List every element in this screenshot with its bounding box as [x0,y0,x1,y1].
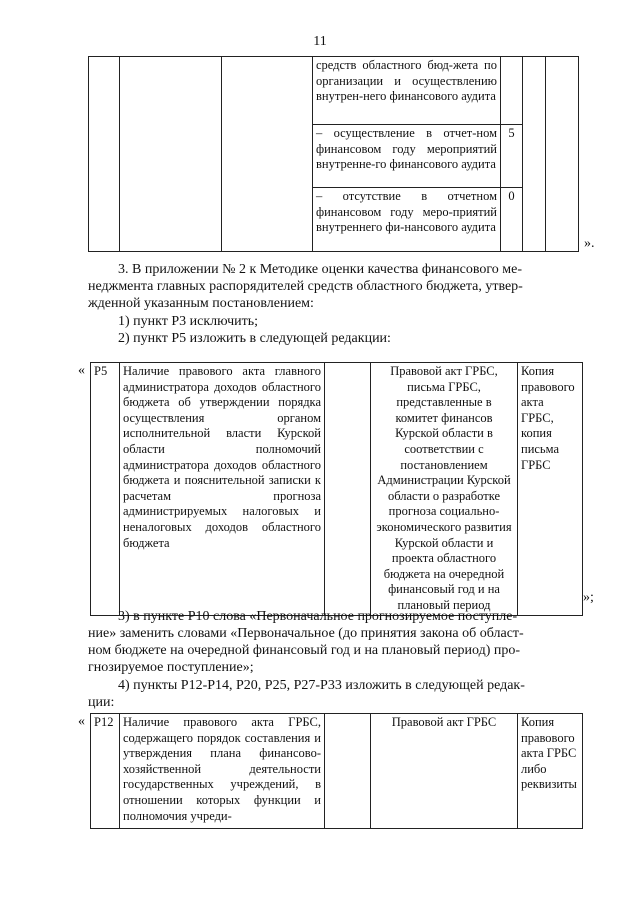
criteria-table-p5 [90,362,583,616]
paragraph-line: неджмента главных распорядителей средств областного бюджета, утвер- [88,279,523,294]
score-cell [501,57,523,125]
col-code-cell [89,57,120,252]
paragraph-line: ном бюджете на очередной финансовый год и на плановый период) про- [88,643,521,658]
paragraph-line: жденной указанным постановлением: [88,296,314,311]
item-description: Наличие правового акта ГРБС, содержащего порядок составления и утверждения плана финансово-хозяйственной деятельности государственных учреждений, в отношении которых функции и полномочия учреди- [120,714,325,829]
paragraph-line: гнозируемое поступление»; [88,660,254,675]
paragraph-line: 2) пункт Р5 изложить в следующей редакции: [118,331,391,346]
paragraph-line: 3) в пункте Р10 слова «Первоначальное прогнозируемое поступле- [118,609,518,624]
item-source: Правовой акт ГРБС [371,714,518,829]
item-source: Правовой акт ГРБС, письма ГРБС, представленные в комитет финансов Курской области в соответствии с постановлением Администрации Курской области о разработке прогноза социально-экономического развития Курской области и проекта областного бюджета на очередной финансовый год и на плановый период [371,363,518,616]
criterion-text: средств областного бюд-жета по организации и осуществлению внутрен-него финансового аудита [313,57,501,125]
closing-quote: ». [584,236,595,251]
score-cell: 5 [501,125,523,188]
empty-cell [325,714,371,829]
item-description: Наличие правового акта главного администратора доходов областного бюджета об утверждении порядка осуществления органом исполнительной власти Курской области полномочий администратора доходов областного бюджета и пояснительной записки к расчетам прогноза администрируемых налоговых и неналоговых доходов областного бюджета [120,363,325,616]
col-note-cell [546,57,579,252]
paragraph-line: 4) пункты Р12-Р14, Р20, Р25, Р27-Р33 изложить в следующей редак- [118,678,525,693]
page-number: 11 [313,34,327,49]
col-weight-cell [523,57,546,252]
criterion-text: – отсутствие в отчетном финансовом году меро-приятий внутреннего фи-нансового аудита [313,188,501,252]
paragraph-line: 1) пункт Р3 исключить; [118,314,259,329]
empty-cell [325,363,371,616]
item-code: Р12 [91,714,120,829]
paragraph-line: ции: [88,695,115,710]
opening-quote: « [78,363,85,378]
criteria-table-continuation [88,56,579,252]
opening-quote: « [78,714,85,729]
col-formula-cell [222,57,313,252]
closing-quote: »; [583,590,594,605]
score-cell: 0 [501,188,523,252]
criteria-table-p12 [90,713,583,829]
paragraph-line: 3. В приложении № 2 к Методике оценки качества финансового ме- [118,262,523,277]
paragraph-line: ние» заменить словами «Первоначальное (до принятия закона об област- [88,626,524,641]
item-document: Копия правового акта ГРБС либо реквизиты [518,714,583,829]
criterion-text: – осуществление в отчет-ном финансовом году мероприятий внутренне-го финансового аудита [313,125,501,188]
col-title-cell [120,57,222,252]
item-code: Р5 [91,363,120,616]
item-document: Копия правового акта ГРБС, копия письма ГРБС [518,363,583,616]
